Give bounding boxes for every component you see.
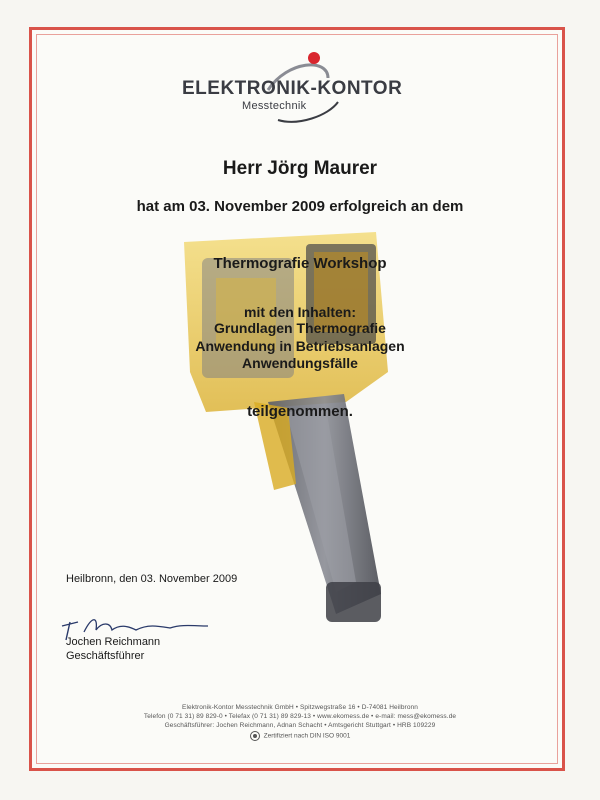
certification-seal-icon xyxy=(250,731,260,741)
footer-address: Elektronik-Kontor Messtechnik GmbH • Spitzwegstraße 16 • D-74081 Heilbronn xyxy=(182,704,418,711)
signer-title: Geschäftsführer xyxy=(66,650,145,662)
signer-name: Jochen Reichmann xyxy=(66,636,161,648)
closing-word: teilgenommen. xyxy=(247,403,353,420)
workshop-title: Thermografie Workshop xyxy=(213,255,387,272)
footer-registration: Geschäftsführer: Jochen Reichmann, Adnan Schacht • Amtsgericht Stuttgart • HRB 109229 xyxy=(164,722,436,729)
content-item: Anwendung in Betriebsanlagen xyxy=(195,338,405,354)
contents-intro: mit den Inhalten: xyxy=(244,304,356,320)
certification-text: Zertifiziert nach DIN ISO 9001 xyxy=(263,732,351,740)
content-item: Grundlagen Thermografie xyxy=(214,320,386,336)
thermal-camera-image xyxy=(176,222,406,632)
logo-subtitle: Messtechnik xyxy=(242,100,307,112)
footer-contact: Telefon (0 71 31) 89 829-0 • Telefax (0 71 31) 89 829-13 • www.ekomess.de • e-mail: mess@ekomess.de xyxy=(143,713,457,720)
content-item: Anwendungsfälle xyxy=(242,355,358,371)
recipient-name: Herr Jörg Maurer xyxy=(222,158,378,179)
company-logo xyxy=(178,50,418,126)
place-and-date: Heilbronn, den 03. November 2009 xyxy=(66,573,238,585)
participation-statement: hat am 03. November 2009 erfolgreich an dem xyxy=(136,198,464,215)
logo-wordmark: ELEKTRONIK-KONTOR xyxy=(182,78,403,99)
footer-certification xyxy=(0,731,600,741)
